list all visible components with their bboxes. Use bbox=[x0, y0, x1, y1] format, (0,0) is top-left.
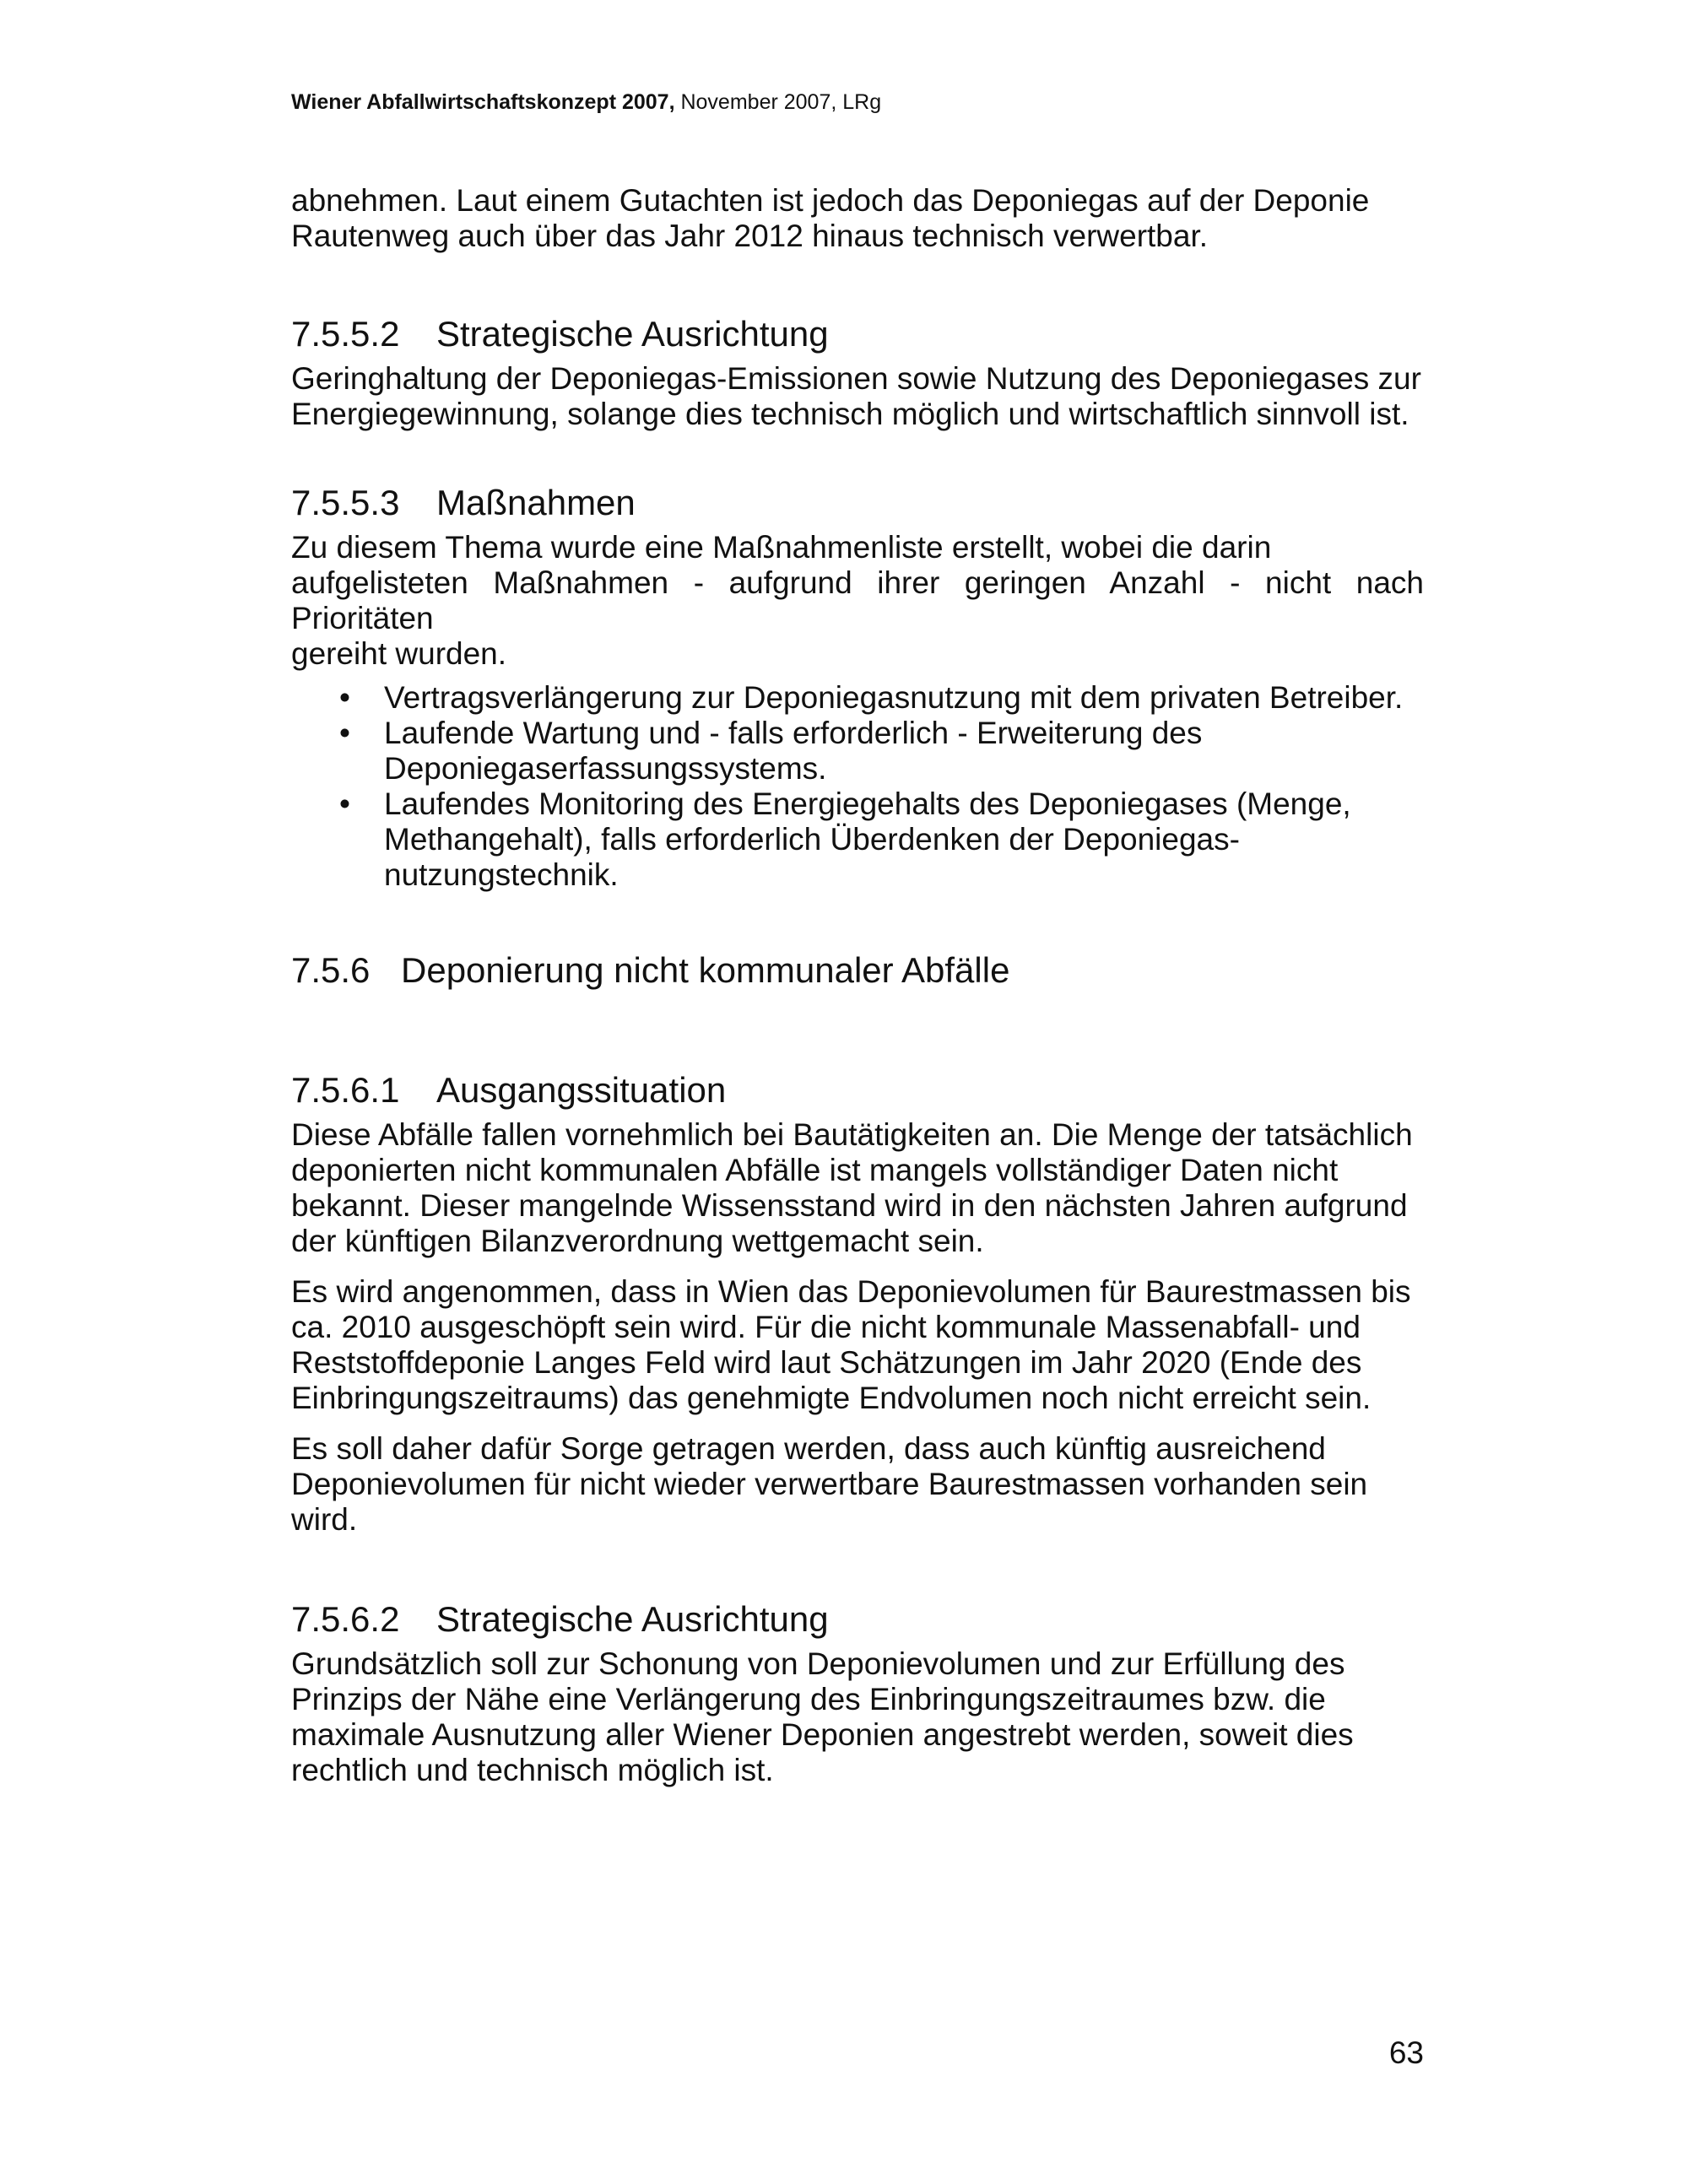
heading-title: Maßnahmen bbox=[436, 483, 636, 522]
paragraph-7561-a: Diese Abfälle fallen vornehmlich bei Bautätigkeiten an. Die Menge der tatsächlich deponierten nicht kommunalen Abfälle ist mangels vollständiger Daten nicht bekannt. Dieser mangelnde Wissensstand wird in den nächsten Jahren aufgrund der künftigen Bilanzverordnung wettgemacht sein. bbox=[291, 1117, 1413, 1258]
heading-number: 7.5.5.3 bbox=[291, 483, 400, 522]
bullet-point: • bbox=[339, 716, 350, 750]
bullet-point: • bbox=[339, 680, 350, 715]
list-item-text: Laufende Wartung und - falls erforderlich - Erweiterung des Deponiegaserfassungssystems. bbox=[384, 716, 1203, 786]
heading-title: Strategische Ausrichtung bbox=[436, 1599, 829, 1639]
list-item bbox=[291, 680, 1424, 716]
running-header bbox=[291, 89, 881, 116]
bullet-point: • bbox=[339, 787, 350, 821]
heading-7562 bbox=[291, 1598, 1424, 1641]
heading-756 bbox=[291, 949, 1424, 992]
heading-number: 7.5.6.1 bbox=[291, 1070, 400, 1110]
paragraph-7552: Geringhaltung der Deponiegas-Emissionen sowie Nutzung des Deponiegases zur Energiegewinnung, solange dies technisch möglich und wirtschaftlich sinnvoll ist. bbox=[291, 361, 1421, 431]
list-item-text: Vertragsverlängerung zur Deponiegasnutzung mit dem privaten Betreiber. bbox=[384, 680, 1404, 715]
paragraph-7562: Grundsätzlich soll zur Schonung von Deponievolumen und zur Erfüllung des Prinzips der Nähe eine Verlängerung des Einbringungszeitraumes bzw. die maximale Ausnutzung aller Wiener Deponien angestrebt werden, soweit dies rechtlich und technisch möglich ist. bbox=[291, 1646, 1354, 1787]
page-number: 63 bbox=[1388, 2035, 1424, 2070]
heading-title: Ausgangssituation bbox=[436, 1070, 727, 1110]
list-item bbox=[291, 716, 1424, 787]
list-item bbox=[291, 787, 1424, 893]
heading-title: Strategische Ausrichtung bbox=[436, 314, 829, 354]
heading-7561 bbox=[291, 1069, 1424, 1111]
heading-title: Deponierung nicht kommunaler Abfälle bbox=[401, 950, 1010, 990]
heading-number: 7.5.5.2 bbox=[291, 314, 400, 354]
heading-7553 bbox=[291, 482, 1424, 524]
page-content bbox=[291, 183, 1424, 1788]
heading-number: 7.5.6.2 bbox=[291, 1599, 400, 1639]
paragraph-7561-b: Es wird angenommen, dass in Wien das Deponievolumen für Baurestmassen bis ca. 2010 ausgeschöpft sein wird. Für die nicht kommunale Massenabfall- und Reststoffdeponie Langes Feld wird laut Schätzungen im Jahr 2020 (Ende des Einbringungszeitraums) das genehmigte Endvolumen noch nicht erreicht sein. bbox=[291, 1274, 1411, 1415]
intro-paragraph: abnehmen. Laut einem Gutachten ist jedoch das Deponiegas auf der Deponie Rautenweg auch über das Jahr 2012 hinaus technisch verwertbar. bbox=[291, 183, 1370, 253]
heading-number: 7.5.6 bbox=[291, 950, 371, 990]
heading-7552 bbox=[291, 313, 1424, 355]
header-title-bold: Wiener Abfallwirtschaftskonzept 2007, bbox=[291, 90, 675, 114]
list-item-text: Laufendes Monitoring des Energiegehalts des Deponiegases (Menge, Methangehalt), falls erforderlich Überdenken der Deponiegas- nutzungstechnik. bbox=[384, 787, 1351, 892]
measures-list bbox=[291, 680, 1424, 893]
paragraph-7561-c: Es soll daher dafür Sorge getragen werden, dass auch künftig ausreichend Deponievolumen für nicht wieder verwertbare Baurestmassen vorhanden sein wird. bbox=[291, 1431, 1368, 1537]
paragraph-7553: Zu diesem Thema wurde eine Maßnahmenliste erstellt, wobei die darin aufgelisteten Maßnahmen - aufgrund ihrer geringen Anzahl - nicht nach Prioritäten gereiht wurden. bbox=[291, 530, 1424, 671]
header-title-rest: November 2007, LRg bbox=[674, 90, 882, 114]
